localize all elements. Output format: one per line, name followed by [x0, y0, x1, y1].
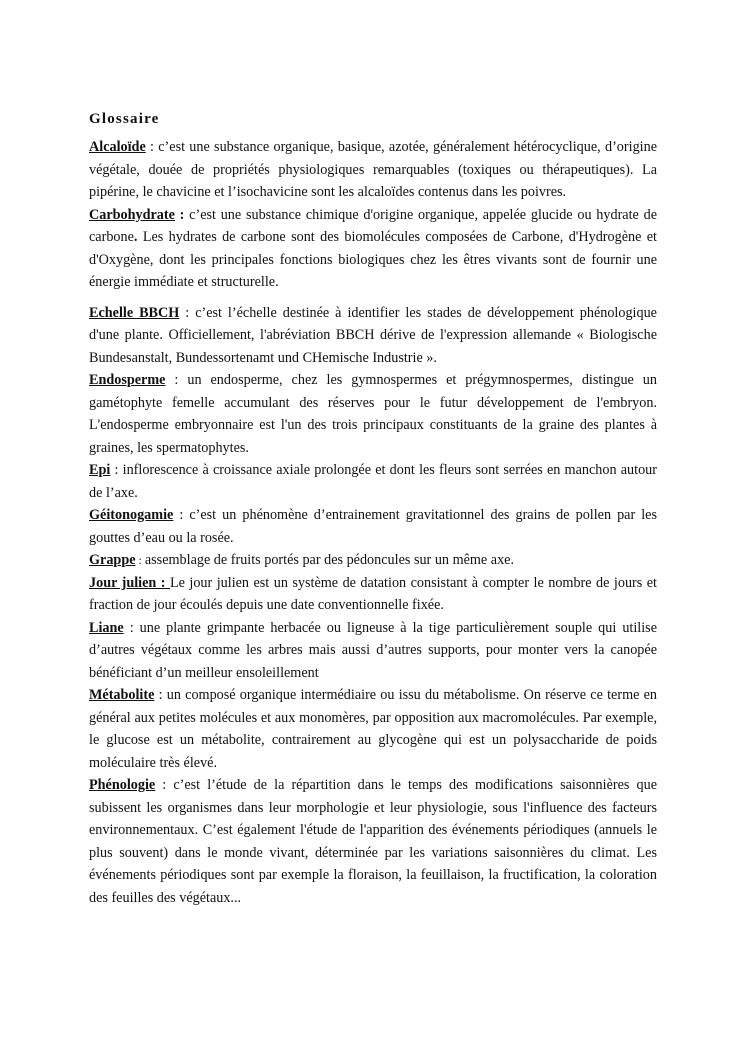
entry-alcaloide [89, 136, 657, 204]
definition-grappe: assemblage de fruits portés par des pédoncules sur un même axe. [144, 552, 515, 568]
definition-alcaloide: c’est une substance organique, basique, azotée, généralement hétérocyclique, d’origine végétale, douée de propriétés physiologiques remarquables (toxiques ou thérapeutiques). La pipérine, le chavicine et l’isochavicine sont les alcaloïdes contenus dans les poivres. [89, 139, 657, 200]
entry-geitonogamie [89, 504, 657, 549]
entry-grappe [89, 549, 657, 572]
entry-epi [89, 459, 657, 504]
definition-liane: une plante grimpante herbacée ou ligneuse à la tige particulièrement souple qui utilise d’autres végétaux comme les arbres mais aussi d’autres supports, pour monter vers la canopée bénéficiant d’un meilleur ensoleillement [89, 619, 657, 681]
separator: : [165, 372, 188, 388]
entry-phenologie [89, 774, 657, 909]
term-carbohydrate: Carbohydrate [89, 206, 175, 223]
entry-liane [89, 617, 657, 685]
separator: : [174, 206, 190, 223]
separator: : [110, 462, 123, 478]
entry-endosperme [89, 369, 657, 459]
term-jour-julien: Jour julien : [89, 574, 170, 591]
term-endosperme: Endosperme [89, 372, 166, 388]
separator: : [145, 139, 159, 155]
entry-carbohydrate [89, 204, 657, 294]
definition-geitonogamie: c’est un phénomène d’entrainement gravitationnel des grains de pollen par les gouttes d’eau ou la rosée. [89, 507, 657, 546]
separator: : [173, 507, 190, 523]
term-grappe: Grappe [89, 552, 136, 568]
term-geitonogamie: Géitonogamie [89, 507, 174, 523]
term-liane: Liane [89, 619, 124, 636]
definition-jour-julien: Le jour julien est un système de datation consistant à compter le nombre de jours et fraction de jour écoulés depuis une date conventionnelle fixée. [89, 574, 658, 613]
definition-echelle-bbch: c’est l’échelle destinée à identifier les stades de développement phénologique d'une plante. Officiellement, l'abréviation BBCH dérive de l'expression allemande « Biologische Bundesanstalt, Bundessortenamt und CHemische Industrie ». [89, 304, 657, 366]
page-title: Glossaire [89, 111, 160, 127]
definition-metabolite: un composé organique intermédiaire ou issu du métabolisme. On réserve ce terme en général aux petites molécules et aux monomères, par opposition aux macromolécules. Par exemple, le glucose est un métabolite, contrairement au glycogène qui est un polysaccharide de poids moléculaire très élevé. [89, 687, 657, 771]
definition-endosperme: un endosperme, chez les gymnospermes et prégymnospermes, distingue un gamétophyte femelle accumulant des réserves pour le futur développement de l'embryon. L'endosperme embryonnaire est l'un des trois principaux constituants de la graine des plantes à graines, les spermatophytes. [89, 372, 657, 456]
definition-epi: inflorescence à croissance axiale prolongée et dont les fleurs sont serrées en manchon autour de l’axe. [89, 462, 657, 501]
definition-carbohydrate-a: c’est une substance chimique d'origine organique, appelée glucide ou hydrate de carbone [89, 206, 657, 245]
definition-carbohydrate-b: Les hydrates de carbone sont des biomolécules composées de Carbone, d'Hydrogène et d'Oxygène, dont les principales fonctions biologiques chez les êtres vivants sont de fournir une énergie immédiate et structurelle. [89, 229, 657, 290]
term-echelle-bbch: Echelle BBCH [89, 304, 180, 321]
entry-metabolite [89, 684, 657, 774]
separator: : [179, 304, 196, 321]
term-alcaloide: Alcaloïde [89, 139, 146, 155]
bold-period: . [133, 229, 138, 245]
separator: : [155, 777, 174, 793]
term-epi: Epi [89, 462, 111, 478]
definition-phenologie: c’est l’étude de la répartition dans le temps des modifications saisonnières que subissent les organismes dans leur morphologie et leur physiologie, sous l'influence des facteurs environnementaux. C’est également l'étude de l'apparition des événements périodiques (annuels le plus souvent) dans le monde vivant, déterminée par les variations saisonnières du climat. Les événements périodiques sont par exemple la floraison, la feuillaison, la fructification, la coloration des feuilles des végétaux... [89, 777, 657, 906]
separator: : [123, 619, 140, 636]
separator: : [154, 687, 167, 703]
term-phenologie: Phénologie [89, 777, 156, 793]
glossary-page [89, 108, 657, 909]
separator: : [135, 553, 145, 567]
term-metabolite: Métabolite [89, 687, 155, 703]
entry-jour-julien [89, 572, 657, 617]
entry-echelle-bbch [89, 302, 657, 370]
